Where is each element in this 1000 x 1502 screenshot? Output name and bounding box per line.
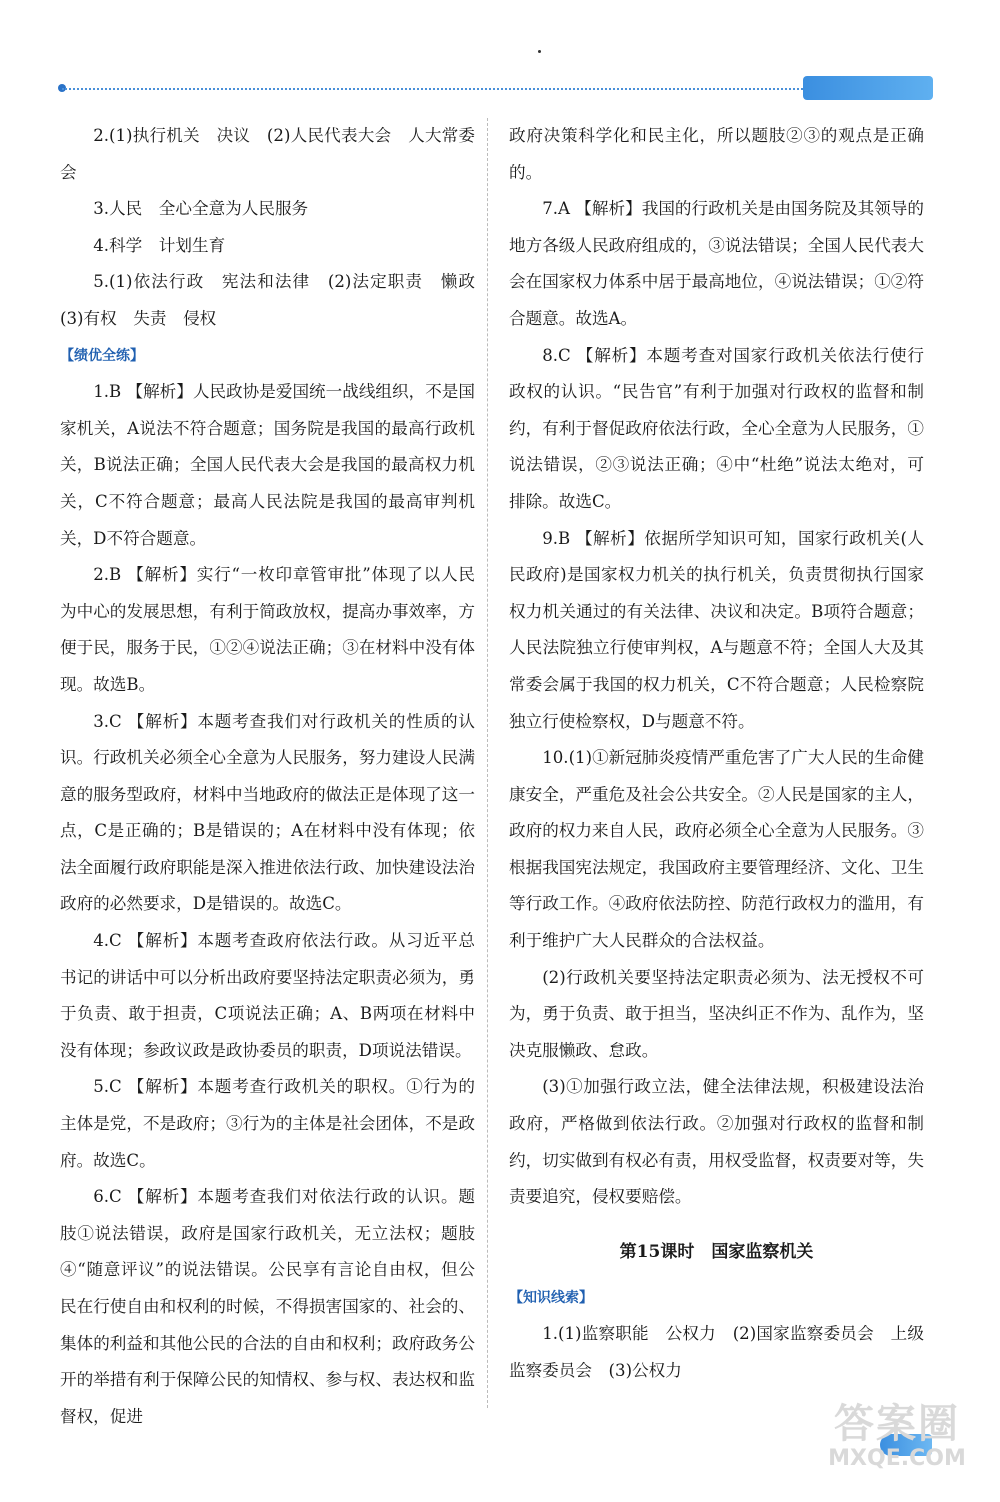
question-8: 8.C 【解析】本题考查对国家行政机关依法行使行政权的认识。“民告官”有利于加强对行政权的监督和制约，有利于督促政府依法行政，全心全意为人民服务，①说法错误，②③说法正确；④中“杜绝”说法太绝对，可排除。故选C。 [509, 345, 924, 511]
answer-2: 2.(1)执行机关 决议 (2)人民代表大会 人大常委会 [60, 126, 475, 182]
answer-3: 3.人民 全心全意为人民服务 [93, 199, 309, 219]
section-tag-zhishi: 【知识线索】 [509, 1289, 593, 1306]
question-5: 5.C 【解析】本题考查行政机关的职权。①行为的主体是党，不是政府；③行为的主体是社会团体，不是政府。故选C。 [60, 1077, 475, 1170]
section-tag-jiyou: 【绩优全练】 [60, 347, 144, 364]
question-10-part-2: (2)行政机关要坚持法定职责必须为、法无授权不可为，勇于负责、敢于担当，坚决纠正不作为、乱作为，坚决克服懒政、怠政。 [509, 967, 924, 1060]
question-6: 6.C 【解析】本题考查我们对依法行政的认识。题肢①说法错误，政府是国家行政机关，无立法权；题肢④“随意评议”的说法错误。公民享有言论自由权，但公民在行使自由和权利的时候，不得损害国家的、社会的、集体的利益和其他公民的合法的自由和权利；政府政务公开的举措有利于保障公民的知情权、参与权、表达权和监督权，促进 [60, 1187, 475, 1426]
question-10-part-3: (3)①加强行政立法，健全法律法规，积极建设法治政府，严格做到依法行政。②加强对行政权的监督和制约，切实做到有权必有责，用权受监督，权责要对等，失责要追究，侵权要赔偿。 [509, 1077, 924, 1207]
question-7: 7.A 【解析】我国的行政机关是由国务院及其领导的地方各级人民政府组成的，③说法错误；全国人民代表大会在国家权力体系中居于最高地位，④说法错误；①②符合题意。故选A。 [509, 199, 924, 328]
header-dotted-line [62, 88, 807, 90]
column-divider [487, 118, 488, 1408]
question-10-part-1: 10.(1)①新冠肺炎疫情严重危害了广大人民的生命健康安全，严重危及社会公共安全。②人民是国家的主人，政府的权力来自人民，政府必须全心全意为人民服务。③根据我国宪法规定，我国政府主要管理经济、文化、卫生等行政工作。④政府依法防控、防范行政权力的滥用，有利于维护广大人民群众的合法权益。 [509, 748, 924, 951]
question-4: 4.C 【解析】本题考查政府依法行政。从习近平总书记的讲话中可以分析出政府要坚持法定职责必须为，勇于负责、敢于担责，C项说法正确；A、B两项在材料中没有体现；参政议政是政协委员的职责，D项说法错误。 [60, 931, 475, 1060]
header-tab-decoration [803, 76, 933, 100]
left-column [60, 118, 492, 1435]
lesson-title: 第15课时 国家监察机关 [619, 1241, 814, 1262]
scan-speck [538, 50, 541, 53]
watermark-logo [822, 1402, 972, 1472]
watermark-text: 答案圈 [834, 1401, 960, 1447]
question-6-continued: 政府决策科学化和民主化，所以题肢②③的观点是正确的。 [509, 126, 924, 182]
question-3: 3.C 【解析】本题考查我们对行政机关的性质的认识。行政机关必须全心全意为人民服务，努力建设人民满意的服务型政府，材料中当地政府的做法正是体现了这一点，C是正确的；B是错误的；A在材料中没有体现；依法全面履行政府职能是深入推进依法行政、加快建设法治政府的必然要求，D是错误的。故选C。 [60, 711, 475, 914]
answer-4: 4.科学 计划生育 [93, 235, 226, 255]
question-2: 2.B 【解析】实行“一枚印章管审批”体现了以人民为中心的发展思想，有利于简政放权，提高办事效率，方便于民，服务于民，①②④说法正确；③在材料中没有体现。故选B。 [60, 565, 475, 694]
knowledge-1: 1.(1)监察职能 公权力 (2)国家监察委员会 上级监察委员会 (3)公权力 [509, 1324, 924, 1380]
answer-5: 5.(1)依法行政 宪法和法律 (2)法定职责 懒政 (3)有权 失责 侵权 [60, 272, 492, 328]
watermark-url: MXQE.COM [828, 1446, 966, 1471]
question-9: 9.B 【解析】依据所学知识可知，国家行政机关(人民政府)是国家权力机关的执行机关，负责贯彻执行国家权力机关通过的有关法律、决议和决定。B项符合题意；人民法院独立行使审判权，A与题意不符；全国人大及其常委会属于我国的权力机关，C不符合题意；人民检察院独立行使检察权，D与题意不符。 [509, 528, 924, 731]
right-column [509, 118, 924, 1390]
question-1: 1.B 【解析】人民政协是爱国统一战线组织，不是国家机关，A说法不符合题意；国务院是我国的最高行政机关，B说法正确；全国人民代表大会是我国的最高权力机关，C不符合题意；最高人民法院是我国的最高审判机关，D不符合题意。 [60, 382, 475, 548]
